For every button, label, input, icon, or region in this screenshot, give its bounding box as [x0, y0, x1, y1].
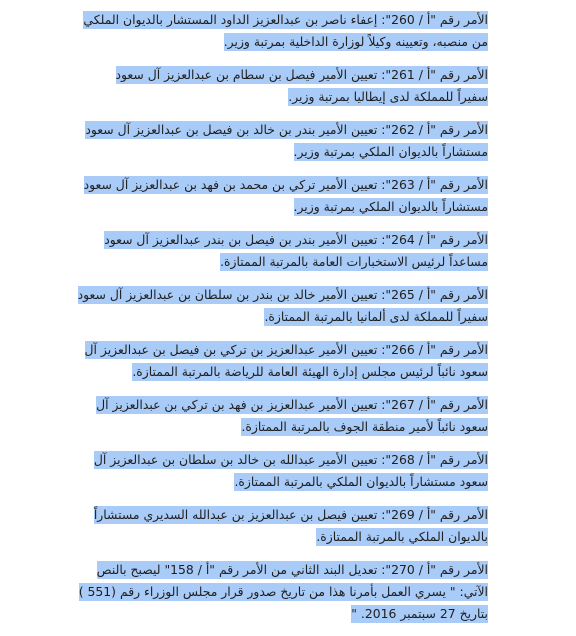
- order-263: [0, 174, 488, 218]
- order-261: [0, 64, 488, 108]
- order-267-line-2: سعود نائباً لأمير منطقة الجوف بالمرتبة الممتازة.: [241, 419, 488, 434]
- order-266: [0, 339, 488, 383]
- order-268: [0, 449, 488, 493]
- order-270-line-3: بتاريخ 27 سبتمبر 2016. ": [351, 606, 488, 621]
- order-260-line-2: من منصبه، وتعيينه وكيلاً لوزارة الداخلية بمرتبة وزير.: [223, 34, 488, 49]
- order-265: [0, 284, 488, 328]
- order-267-line-1: الأمر رقم "أ / 267": تعيين الأمير عبدالعزيز بن فهد بن تركي بن عبدالعزيز آل: [96, 397, 488, 412]
- order-265-line-1: الأمر رقم "أ / 265": تعيين الأمير خالد بن بندر بن سلطان بن عبدالعزيز آل سعود: [77, 287, 488, 302]
- order-269-line-1: الأمر رقم "أ / 269": تعيين فيصل بن عبدالعزيز بن عبدالله السديري مستشاراً: [93, 507, 488, 522]
- order-270-line-1: الأمر رقم "أ / 270": تعديل البند الثاني من الأمر رقم "أ / 158" ليصبح بالنص: [96, 562, 488, 577]
- document-body: [0, 9, 488, 636]
- order-268-line-2: سعود مستشاراً بالديوان الملكي بالمرتبة الممتازة.: [234, 474, 488, 489]
- order-265-line-2: سفيراً للمملكة لدى ألمانيا بالمرتبة الممتازة.: [264, 309, 488, 324]
- order-260: [0, 9, 488, 53]
- order-262-line-1: الأمر رقم "أ / 262": تعيين الأمير بندر بن خالد بن فيصل بن عبدالعزيز آل سعود: [85, 122, 488, 137]
- order-266-line-2: سعود نائباً لرئيس مجلس إدارة الهيئة العامة للرياضة بالمرتبة الممتازة.: [132, 364, 488, 379]
- order-263-line-2: مستشاراً بالديوان الملكي بمرتبة وزير.: [293, 199, 488, 214]
- order-261-line-2: سفيراً للمملكة لدى إيطاليا بمرتبة وزير.: [288, 89, 488, 104]
- order-266-line-1: الأمر رقم "أ / 266": تعيين الأمير عبدالعزيز بن تركي بن فيصل بن عبدالعزيز آل: [84, 342, 488, 357]
- order-267: [0, 394, 488, 438]
- order-264-line-2: مساعداً لرئيس الاستخبارات العامة بالمرتبة الممتازة.: [220, 254, 488, 269]
- order-261-line-1: الأمر رقم "أ / 261": تعيين الأمير فيصل بن سطام بن عبدالعزيز آل سعود: [115, 67, 488, 82]
- order-268-line-1: الأمر رقم "أ / 268": تعيين الأمير عبدالله بن خالد بن سلطان بن عبدالعزيز آل: [93, 452, 488, 467]
- order-262: [0, 119, 488, 163]
- order-262-line-2: مستشاراً بالديوان الملكي بمرتبة وزير.: [293, 144, 488, 159]
- order-263-line-1: الأمر رقم "أ / 263": تعيين الأمير تركي بن محمد بن فهد بن عبدالعزيز آل سعود: [83, 177, 488, 192]
- order-269: [0, 504, 488, 548]
- order-269-line-2: بالديوان الملكي بالمرتبة الممتازة.: [316, 529, 488, 544]
- order-264: [0, 229, 488, 273]
- order-270: [0, 559, 488, 625]
- order-264-line-1: الأمر رقم "أ / 264": تعيين الأمير بندر بن فيصل بن بندر عبدالعزيز آل سعود: [104, 232, 488, 247]
- order-270-line-2: الآتي: " يسري العمل بأمرنا هذا من تاريخ صدور قرار مجلس الوزراء رقم (551 ): [78, 584, 488, 599]
- order-260-line-1: الأمر رقم "أ / 260": إعفاء ناصر بن عبدالعزيز الداود المستشار بالديوان الملكي: [83, 12, 488, 27]
